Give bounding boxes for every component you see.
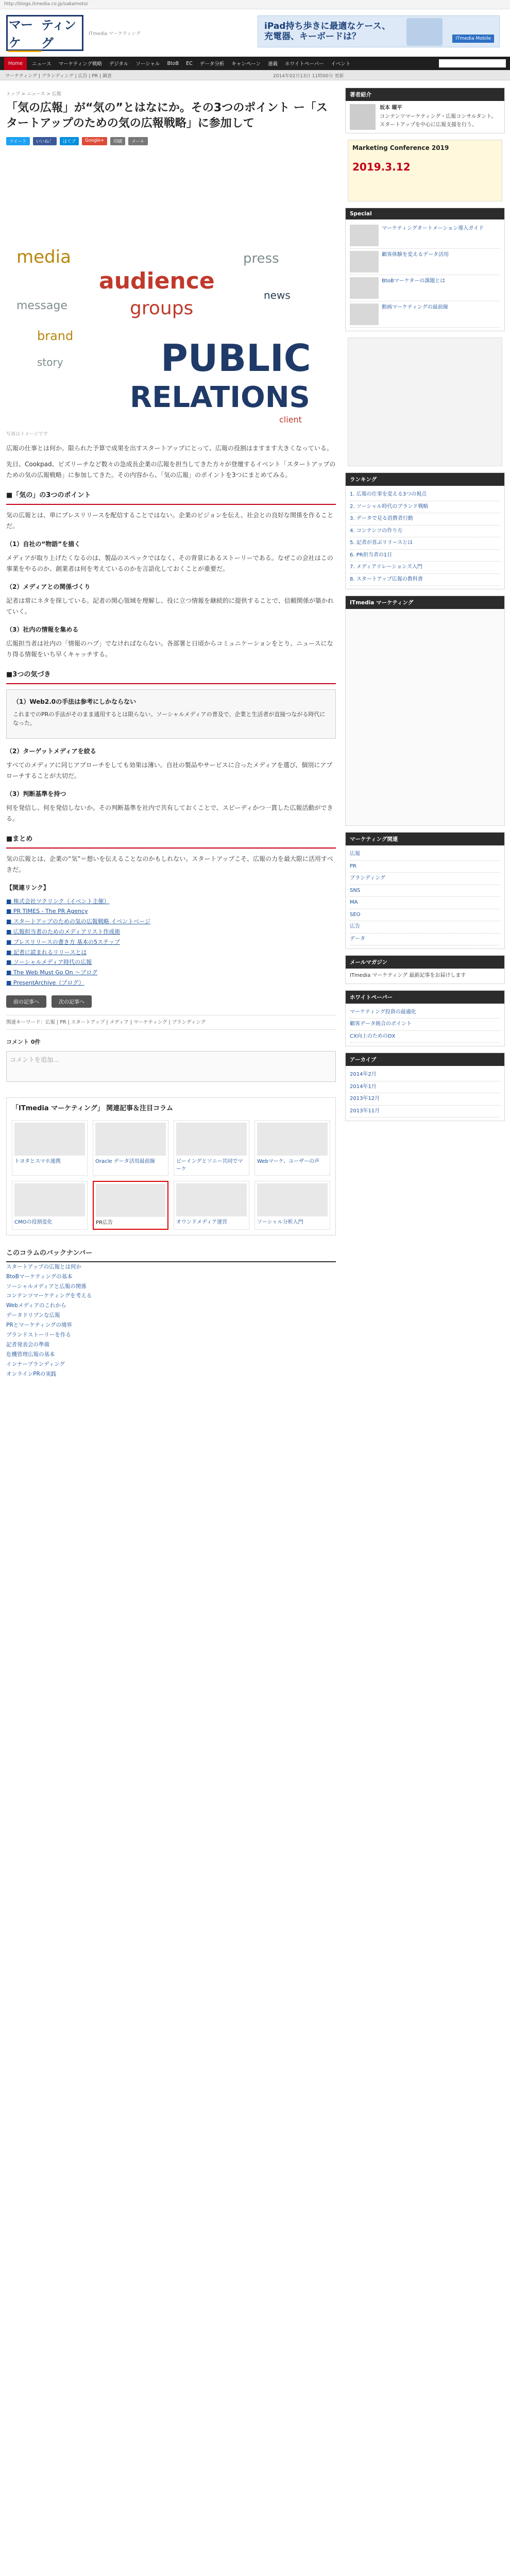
backnumber-item[interactable]: コンテンツマーケティングを考える (6, 1293, 92, 1299)
article-main (6, 100, 336, 1377)
archive-item[interactable]: 2013年12月 (350, 1093, 500, 1106)
related-link[interactable]: ■ The Web Must Go On ～ブログ (6, 969, 98, 976)
backnumber-list (6, 1262, 336, 1379)
nav-item[interactable]: デジタル (109, 61, 129, 67)
cloud-word: RELATIONS (130, 381, 310, 414)
author-name[interactable]: 坂本 曜平 (380, 105, 402, 111)
highlight-box (6, 689, 336, 739)
ranking-item[interactable]: 4. コンテンツの作り方 (350, 526, 500, 538)
card-thumbnail (257, 1123, 328, 1156)
card-thumbnail (14, 1123, 85, 1156)
backnumber-item[interactable]: オンラインPRの実践 (6, 1370, 57, 1377)
tag-item[interactable]: 広告 (350, 921, 500, 934)
hero-image-word-cloud (6, 232, 336, 428)
ad-image (406, 18, 443, 46)
archive-item[interactable]: 2014年1月 (350, 1081, 500, 1094)
series-ad-card[interactable]: PR広告 (93, 1181, 168, 1230)
sidebar-ad-rectangle[interactable] (348, 337, 502, 466)
body-paragraph: メディアが取り上げたくなるのは、製品のスペックではなく、その背景にあるストーリーである。なぜこの会社はこの事業をやるのか、創業者は何を考えているのかを言語化しておくことが重要だ。 (6, 554, 333, 572)
site-logo[interactable]: マーケ ティング (6, 15, 83, 51)
whitepaper-item[interactable]: 顧客データ統合のポイント (350, 1019, 500, 1031)
series-card[interactable]: Webマーケ、ユーザーの声 (254, 1120, 330, 1176)
related-links (6, 896, 336, 988)
backnumber-item[interactable]: BtoBマーケティングの基本 (6, 1273, 73, 1280)
sidebar-event-ad[interactable]: Marketing Conference 2019 2019.3.12 (348, 140, 502, 201)
body-paragraph: すべてのメディアに同じアプローチをしても効果は薄い。自社の製品やサービスに合ったメディアを選び、個別にアプローチすることが大切だ。 (6, 761, 333, 779)
sub-heading: （3）判断基準を持つ (6, 790, 66, 798)
backnumber-item[interactable]: PRとマーケティングの境界 (6, 1322, 72, 1329)
nav-item[interactable]: キャンペーン (231, 61, 261, 67)
backnumber-heading: このコラムのバックナンバー (6, 1248, 336, 1262)
body-paragraph: 記者は常にネタを探している。記者の関心領域を理解し、役に立つ情報を継続的に提供することで、信頼関係が築かれていく。 (6, 597, 334, 615)
series-card[interactable]: Oracle データ活用最前線 (93, 1120, 168, 1176)
tag-item[interactable]: SNS (350, 885, 500, 897)
search-input[interactable] (439, 59, 506, 67)
mail-text[interactable]: ITmedia マーケティング 最新記事をお届けします (350, 973, 466, 978)
ranking-box (345, 472, 505, 589)
body-paragraph: 何を発信し、何を発信しないか。その判断基準を社内で共有しておくことで、スピーディかつ一貫した広報活動ができる。 (6, 804, 333, 822)
cloud-word: news (264, 289, 291, 301)
backnumber-item[interactable]: 危機管理広報の基本 (6, 1351, 55, 1358)
body-paragraph: 気の広報とは、単にプレスリリースを配信することではない。企業のビジョンを伝え、社会との良好な関係を作ることだ。 (6, 511, 334, 530)
box-heading: （1）Web2.0の手法は参考にしかならない (13, 698, 137, 705)
lead-paragraph: 広報の仕事とは何か。限られた予算で成果を出すスタートアップにとって、広報の役割はますます大きくなっている。 (6, 445, 333, 452)
tag-item[interactable]: SEO (350, 909, 500, 922)
cloud-word: press (243, 251, 279, 266)
related-link[interactable]: ■ 記者に読まれるリリースとは (6, 948, 87, 956)
share-google-button[interactable]: Google+ (82, 137, 107, 145)
related-link[interactable]: ■ 株式会社ツクリンク（イベント主催） (6, 897, 110, 905)
article-title: 「気の広報」が“気の”とはなにか。その3つのポイント ー「スタートアップのための気の広報戦略」に参加して (6, 101, 328, 130)
related-link[interactable]: ■ スタートアップのための気の広報戦略 イベントページ (6, 918, 151, 925)
point-heading: （1）自社の“物語”を描く (6, 540, 81, 548)
prev-article-button[interactable]: 前の記事へ (6, 995, 46, 1008)
top-strip: http://blogs.itmedia.co.jp/sakamoto/ (0, 0, 510, 9)
twitter-timeline[interactable] (346, 609, 504, 825)
backnumber-item[interactable]: Webメディアのこれから (6, 1302, 66, 1309)
sub-heading: （2）ターゲットメディアを絞る (6, 747, 96, 755)
card-thumbnail (95, 1123, 166, 1156)
series-title: 「ITmedia マーケティング」 関連記事＆注目コラム (12, 1105, 173, 1113)
backnumber-item[interactable]: 記者発表会の準備 (6, 1341, 49, 1348)
backnumber-item[interactable]: ソーシャルメディアと広報の関係 (6, 1283, 87, 1290)
nav-item[interactable]: ニュース (32, 61, 52, 67)
related-link[interactable]: ■ PR TIMES - The PR Agency (6, 908, 88, 915)
article-date: 2014年02月13日 11時00分 更新 (273, 74, 344, 79)
event-date: 2019.3.12 (352, 161, 411, 173)
lead-paragraph: 先日、Cookpad、ビズリーチなど数々の急成長企業の広報を担当してきた方々が登壇するイベント「スタートアップのための気の広報戦略」に参加してきた。その内容から、「気の広報」のポイントを3つにまとめてみる。 (6, 461, 336, 479)
nav-item[interactable]: ホワイトペーパー (285, 61, 324, 67)
special-item[interactable]: BtoBマーケターの課題とは (350, 275, 500, 301)
next-article-button[interactable]: 次の記事へ (52, 995, 92, 1008)
body-paragraph: 広報担当者は社内の「情報のハブ」でなければならない。各部署と日頃からコミュニケーションをとり、ニュースになり得る情報をいち早くキャッチする。 (6, 639, 333, 658)
special-heading: Special (346, 208, 504, 219)
nav-item[interactable]: BtoB (167, 60, 179, 66)
sub-nav[interactable]: マーケティング | ブランディング | 広告 | PR | 調査 (0, 70, 510, 80)
whitepaper-item[interactable]: マーケティング投資の最適化 (350, 1007, 500, 1019)
cloud-word: PUBLIC (161, 336, 311, 380)
ranking-item[interactable]: 3. データで見る消費者行動 (350, 513, 500, 526)
breadcrumb[interactable]: トップ > ニュース > 広報 (6, 92, 61, 97)
nav-item[interactable]: マーケティング戦略 (58, 61, 102, 67)
related-heading: 【関連リンク】 (6, 884, 49, 891)
series-card[interactable]: トヨタとスマホ連携 (12, 1120, 88, 1176)
body-paragraph: 気の広報とは、企業の“気”＝想いを伝えることなのかもしれない。スタートアップこそ、広報の力を最大限に活用すべきだ。 (6, 855, 333, 873)
sidebar (345, 88, 505, 1127)
mail-box (345, 955, 505, 984)
series-card[interactable]: CMOの役割変化 (12, 1181, 88, 1230)
ranking-item[interactable]: 8. スタートアップ広報の教科書 (350, 574, 500, 586)
author-bio: コンテンツマーケティング・広報コンサルタント。スタートアップを中心に広報支援を行う。 (380, 113, 497, 128)
card-thumbnail (96, 1184, 165, 1217)
series-card[interactable]: ビーイングとソニー共同でマーケ (174, 1120, 249, 1176)
nav-item[interactable]: イベント (331, 61, 351, 67)
nav-item[interactable]: データ分析 (199, 61, 225, 67)
special-item[interactable]: 顧客体験を変えるデータ活用 (350, 249, 500, 275)
author-heading: 著者紹介 (346, 88, 504, 101)
card-thumbnail (257, 1183, 328, 1216)
article-body (6, 443, 336, 1379)
related-link[interactable]: ■ プレスリリースの書き方 基本の5ステップ (6, 938, 120, 945)
share-facebook-button[interactable]: いいね！ (33, 137, 57, 145)
cloud-word: client (279, 415, 302, 425)
comment-input[interactable]: コメントを追加… (6, 1051, 336, 1082)
special-item[interactable]: 動画マーケティングの最前線 (350, 301, 500, 328)
pager (6, 995, 336, 1008)
archive-item[interactable]: 2014年2月 (350, 1069, 500, 1081)
section-heading: ■3つの気づき (6, 669, 336, 684)
cloud-word: brand (37, 329, 74, 343)
special-thumbnail (350, 303, 379, 325)
box-text: これまでのPRの手法がそのまま通用するとは限らない。ソーシャルメディアの普及で、企業と生活者が直接つながる時代になった。 (13, 710, 326, 727)
nav-item[interactable]: ソーシャル (135, 61, 160, 67)
section-heading: ■まとめ (6, 834, 336, 849)
related-link[interactable]: ■ PresentArchive（ブログ） (6, 979, 84, 986)
main-nav (0, 57, 510, 70)
backnumber-item[interactable]: ブランドストーリーを作る (6, 1331, 71, 1338)
cloud-word: story (37, 356, 63, 368)
twitter-box (345, 596, 505, 826)
keyword-tags[interactable]: 関連キーワード：広報 | PR | スタートアップ | メディア | マーケティング | ブランディング (6, 1015, 336, 1030)
series-card[interactable]: ソーシャル分析入門 (254, 1181, 330, 1230)
backnumber-item[interactable]: スタートアップの広報とは何か (6, 1263, 81, 1270)
special-thumbnail (350, 225, 379, 246)
share-twitter-button[interactable]: ツイート (6, 137, 30, 145)
whitepaper-heading: ホワイトペーパー (346, 991, 504, 1004)
related-link[interactable]: ■ ソーシャルメディア時代の広報 (6, 959, 92, 966)
special-item[interactable]: マーケティングオートメーション導入ガイド (350, 223, 500, 249)
series-grid (12, 1120, 330, 1230)
special-box (345, 208, 505, 331)
tag-item[interactable]: 広報 (350, 849, 500, 861)
backnumber-item[interactable]: インナーブランディング (6, 1361, 65, 1367)
tag-item[interactable]: MA (350, 897, 500, 909)
point-heading: （2）メディアとの関係づくり (6, 583, 91, 590)
ranking-item[interactable]: 7. メディアリレーションズ入門 (350, 562, 500, 574)
special-thumbnail (350, 277, 379, 299)
author-box (345, 88, 505, 133)
special-thumbnail (350, 251, 379, 273)
card-thumbnail (14, 1183, 85, 1216)
nav-item[interactable]: EC (186, 60, 193, 66)
related-series-box (6, 1097, 336, 1235)
ranking-item[interactable]: 1. 広報の仕事を変える3つの視点 (350, 489, 500, 501)
nav-item[interactable]: 連載 (268, 61, 278, 67)
point-heading: （3）社内の情報を集める (6, 625, 79, 633)
ad-button[interactable]: ITmedia Mobile (452, 35, 494, 43)
mail-button[interactable]: メール (128, 137, 147, 145)
series-card[interactable]: オウンドメディア運営 (174, 1181, 249, 1230)
cloud-word: audience (99, 268, 215, 294)
author-avatar (350, 104, 376, 130)
ranking-item[interactable]: 5. 記者が喜ぶリリースとは (350, 537, 500, 550)
mail-heading: メールマガジン (346, 956, 504, 969)
cloud-word: groups (130, 298, 194, 319)
site-tagline: ITmedia マーケティング (89, 31, 141, 37)
share-hatena-button[interactable]: はてブ (60, 137, 79, 145)
tag-item[interactable]: ブランディング (350, 873, 500, 885)
nav-home[interactable]: Home (4, 57, 27, 70)
comments-heading: コメント 0件 (6, 1038, 41, 1045)
whitepaper-item[interactable]: CX向上のためのDX (350, 1031, 500, 1043)
archive-heading: アーカイブ (346, 1053, 504, 1066)
archive-box (345, 1053, 505, 1121)
ranking-item[interactable]: 2. ソーシャル時代のブランド戦略 (350, 501, 500, 514)
archive-item[interactable]: 2013年11月 (350, 1106, 500, 1118)
twitter-heading: ITmedia マーケティング (346, 596, 504, 609)
hero-caption: 写真はイメージです (6, 432, 48, 437)
tags-heading: マーケティング関連 (346, 833, 504, 845)
whitepaper-box (345, 990, 505, 1047)
section-heading: ■「気の」の3つのポイント (6, 490, 336, 505)
header-ad-banner[interactable]: iPad持ち歩きに最適なケース、 充電器、キーボードは？ ITmedia Mobile (258, 15, 500, 47)
tag-item[interactable]: PR (350, 861, 500, 873)
related-link[interactable]: ■ 広報担当者のためのメディアリスト作成術 (6, 928, 121, 936)
site-header (0, 9, 510, 57)
tags-box (345, 832, 505, 949)
cloud-word: message (16, 299, 67, 312)
cloud-word: media (16, 247, 71, 267)
tag-item[interactable]: データ (350, 934, 500, 946)
card-thumbnail (176, 1123, 247, 1156)
backnumber-item[interactable]: データドリブンな広報 (6, 1312, 60, 1319)
print-button[interactable]: 印刷 (110, 137, 125, 145)
share-row (6, 137, 336, 146)
card-thumbnail (176, 1183, 247, 1216)
ranking-heading: ランキング (346, 473, 504, 486)
ranking-item[interactable]: 6. PR担当者の1日 (350, 550, 500, 562)
